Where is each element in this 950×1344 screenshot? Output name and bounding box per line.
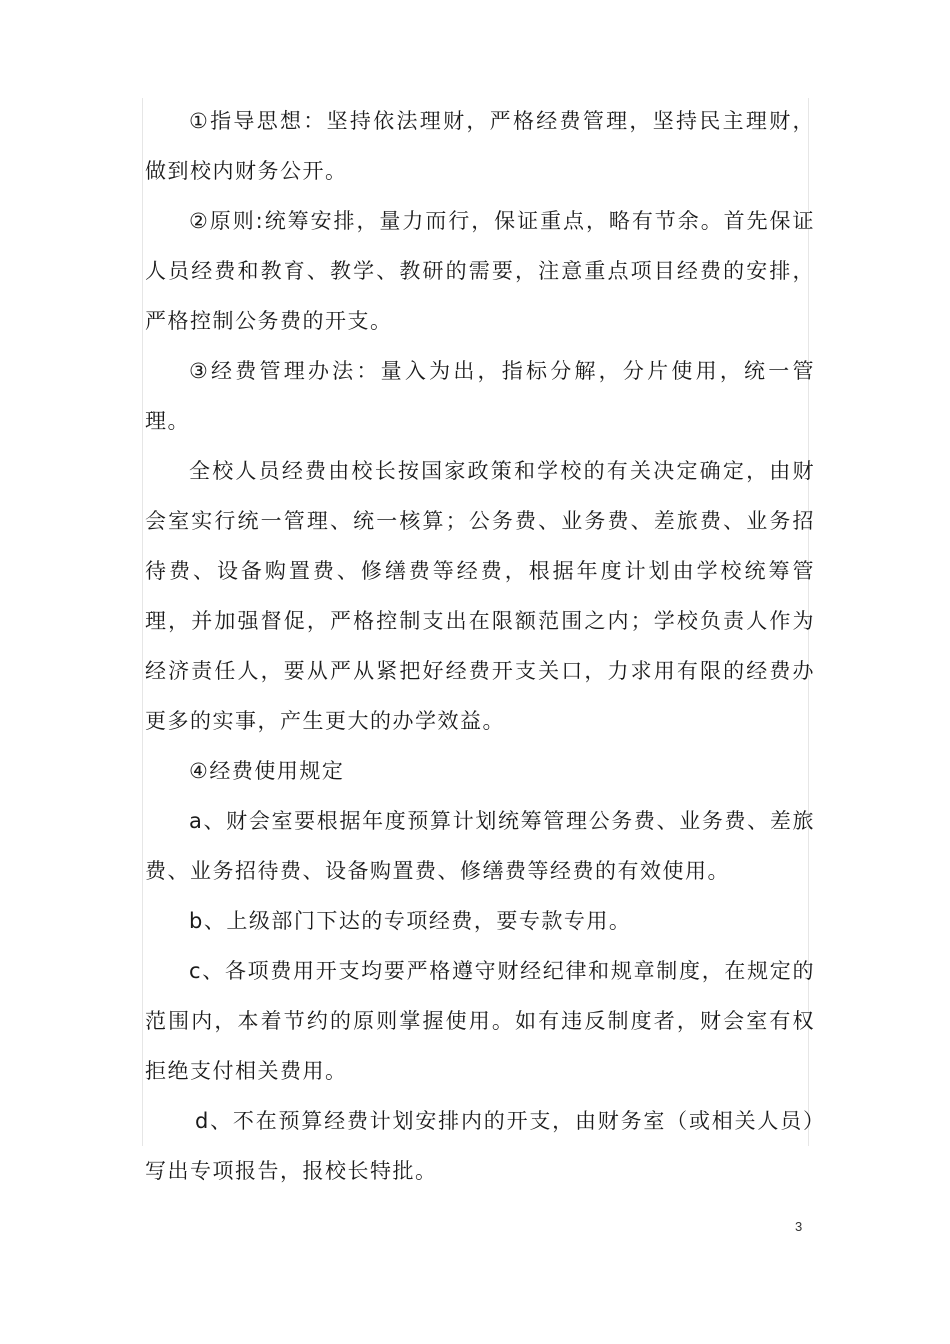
paragraph-guiding-ideology: ①指导思想：坚持依法理财，严格经费管理，坚持民主理财，做到校内财务公开。: [145, 109, 815, 183]
paragraph-rule-b: b、上级部门下达的专项经费，要专款专用。: [189, 909, 632, 933]
paragraph-principles: ②原则:统筹安排，量力而行，保证重点，略有节余。首先保证人员经费和教育、教学、教研的需要，注意重点项目经费的安排，严格控制公务费的开支。: [145, 209, 815, 333]
paragraph-rule-a: a、财会室要根据年度预算计划统筹管理公务费、业务费、差旅费、业务招待费、设备购置费、修缮费等经费的有效使用。: [145, 809, 815, 883]
paragraph-management-method: ③经费管理办法：量入为出，指标分解，分片使用，统一管理。: [145, 359, 815, 433]
page-number: 3: [795, 1219, 803, 1234]
left-margin-line: [142, 98, 143, 1146]
paragraph-usage-rules-heading: ④经费使用规定: [189, 759, 345, 783]
paragraph-rule-d: d、不在预算经费计划安排内的开支，由财务室（或相关人员）写出专项报告，报校长特批。: [145, 1109, 815, 1183]
body-text: [145, 96, 815, 1196]
paragraph-rule-c: c、各项费用开支均要严格遵守财经纪律和规章制度，在规定的范围内，本着节约的原则掌握使用。如有违反制度者，财会室有权拒绝支付相关费用。: [145, 959, 815, 1083]
paragraph-personnel-expenses: 全校人员经费由校长按国家政策和学校的有关决定确定，由财会室实行统一管理、统一核算；公务费、业务费、差旅费、业务招待费、设备购置费、修缮费等经费，根据年度计划由学校统筹管理，并加强督促，严格控制支出在限额范围之内；学校负责人作为经济责任人，要从严从紧把好经费开支关口，力求用有限的经费办更多的实事，产生更大的办学效益。: [145, 459, 815, 733]
